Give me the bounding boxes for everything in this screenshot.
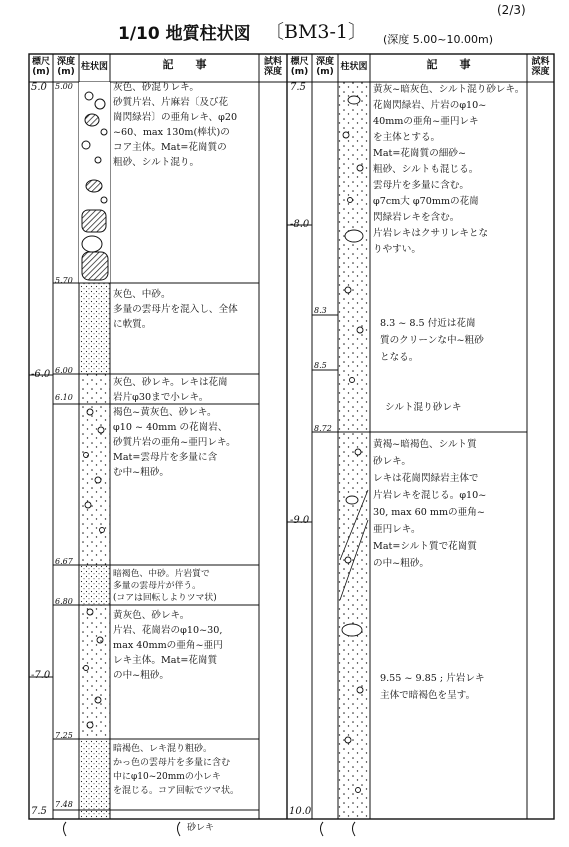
col-header-depth-right xyxy=(312,57,338,77)
col-header-depth-text: 深度 (m) xyxy=(315,57,334,77)
layer-description: 暗褐色、レキ混り粗砂。 かっ色の雲母片を多量に含む 中にφ10~20mmの小レキ を混じる。コア回転でツマ状。 xyxy=(113,744,240,796)
col-header-depth-text: 深度 (m) xyxy=(56,57,75,77)
layer-description: 褐色~黄灰色、砂レキ。 φ10 ~ 40mm の花崗岩、 砂質片岩の亜角~亜円レキ。 Mat=雲母片を多量に含 む中~粗砂。 xyxy=(113,407,236,478)
layer-gravel-2 xyxy=(79,374,110,404)
boring-number: 〔BM3-1〕 xyxy=(265,21,368,43)
layer-medium-sand-1 xyxy=(79,283,110,374)
depth-label: 6.80 xyxy=(55,597,73,606)
layer-description: 黄褐~暗褐色、シルト質 砂レキ。 レキは花崗閃緑岩主体で 片岩レキを混じる。φ10~ 30, max 60 mmの亜角~ 亜円レキ。 Mat=シルト質で花崗質 の中~粗砂。 xyxy=(373,439,487,569)
depth-label: 5.00 xyxy=(55,82,73,91)
layer-description: 暗褐色、中砂。片岩質で 多量の雲母片が伴う。 (コアは回転しよりツマ状) xyxy=(113,569,217,603)
depth-label: 5.70 xyxy=(55,276,73,285)
depth-label: 6.67 xyxy=(55,557,73,566)
depth-label: 7.48 xyxy=(55,800,73,809)
layer-description: 8.3 ~ 8.5 付近は花崗 質のクリーンな中~粗砂 となる。 xyxy=(380,318,484,363)
scale-label-right: 10.0 xyxy=(289,806,312,817)
scale-label-left: 5.0 xyxy=(31,82,47,93)
page-number: (2/3) xyxy=(497,3,526,17)
col-header-log-right: 柱状図 xyxy=(340,62,368,72)
depth-label: 6.10 xyxy=(55,393,73,402)
layer-description: 灰色、砂混りレキ。 砂質片岩、片麻岩〔及び花 崗閃緑岩〕の亜角レキ、φ20 ~60、max 130m(棒状)の コア主体。Mat=花崗質の 粗砂、シルト混り。 xyxy=(113,82,238,168)
footer-note: 砂レキ xyxy=(187,823,215,833)
layer-description: 黄灰色、砂レキ。 片岩、花崗岩のφ10~30, max 40mmの亜角~亜円 レキ主体。Mat=花崗質 の中~粗砂。 xyxy=(113,610,223,681)
col-header-sample-right xyxy=(527,57,554,77)
depth-label: 7.25 xyxy=(55,731,73,740)
col-header-sample-left xyxy=(259,57,287,77)
log-title: 1/10 地質柱状図 xyxy=(118,24,251,44)
layer-description: 灰色、中砂。 多量の雲母片を混入し、全体 に軟質。 xyxy=(113,289,238,330)
col-header-depth-left xyxy=(53,57,79,77)
col-header-scale-right xyxy=(287,57,312,77)
col-header-description-right: 記 事 xyxy=(426,58,471,71)
layer-description: 灰色、砂レキ。レキは花崗 岩片φ30まで小レキ。 xyxy=(113,377,228,403)
layer-coarse-sand xyxy=(79,739,110,819)
depth-label: 6.00 xyxy=(55,366,73,375)
depth-label: 8.3 xyxy=(314,306,327,315)
col-header-scale-text: 標尺 (m) xyxy=(290,57,309,77)
scale-label-right: -9.0 xyxy=(290,515,310,526)
scale-label-left: -7.0 xyxy=(31,670,51,681)
col-header-log-left: 柱状図 xyxy=(80,62,108,72)
layer-description: 黄灰~暗灰色、シルト混り砂レキ。 花崗閃緑岩、片岩のφ10~ 40mmの亜角~亜円レキ を主体とする。 Mat=花崗質の細砂~ 粗砂、シルトも混じる。 雲母片を多量に含む。 φ7cm大 φ70mmの花崗 閃緑岩レキを含む。 片岩レキはクサリレキとな りやすい。 xyxy=(373,84,525,255)
scale-label-right: 7.5 xyxy=(290,82,306,93)
layer-description: 9.55 ~ 9.85 ; 片岩レキ 主体で暗褐色を呈す。 xyxy=(380,673,485,701)
layer-medium-sand-2 xyxy=(79,565,110,605)
col-header-sample-text: 試料 深度 xyxy=(263,57,282,77)
scale-label-right: -8.0 xyxy=(290,219,310,230)
col-header-description-left: 記 事 xyxy=(162,58,207,71)
layer-description: シルト混り砂レキ xyxy=(385,402,462,413)
col-header-scale-text: 標尺 (m) xyxy=(31,57,50,77)
scale-label-left: 7.5 xyxy=(31,806,47,817)
col-header-sample-text: 試料 深度 xyxy=(531,57,550,77)
depth-range: (深度 5.00~10.00m) xyxy=(383,33,493,46)
col-header-scale-left xyxy=(29,57,53,77)
layer-gravel-3 xyxy=(79,404,110,565)
depth-label: 8.72 xyxy=(314,424,332,433)
depth-label: 8.5 xyxy=(314,361,327,370)
layer-gravel-4 xyxy=(79,605,110,739)
scale-label-left: -6.0 xyxy=(31,369,51,380)
